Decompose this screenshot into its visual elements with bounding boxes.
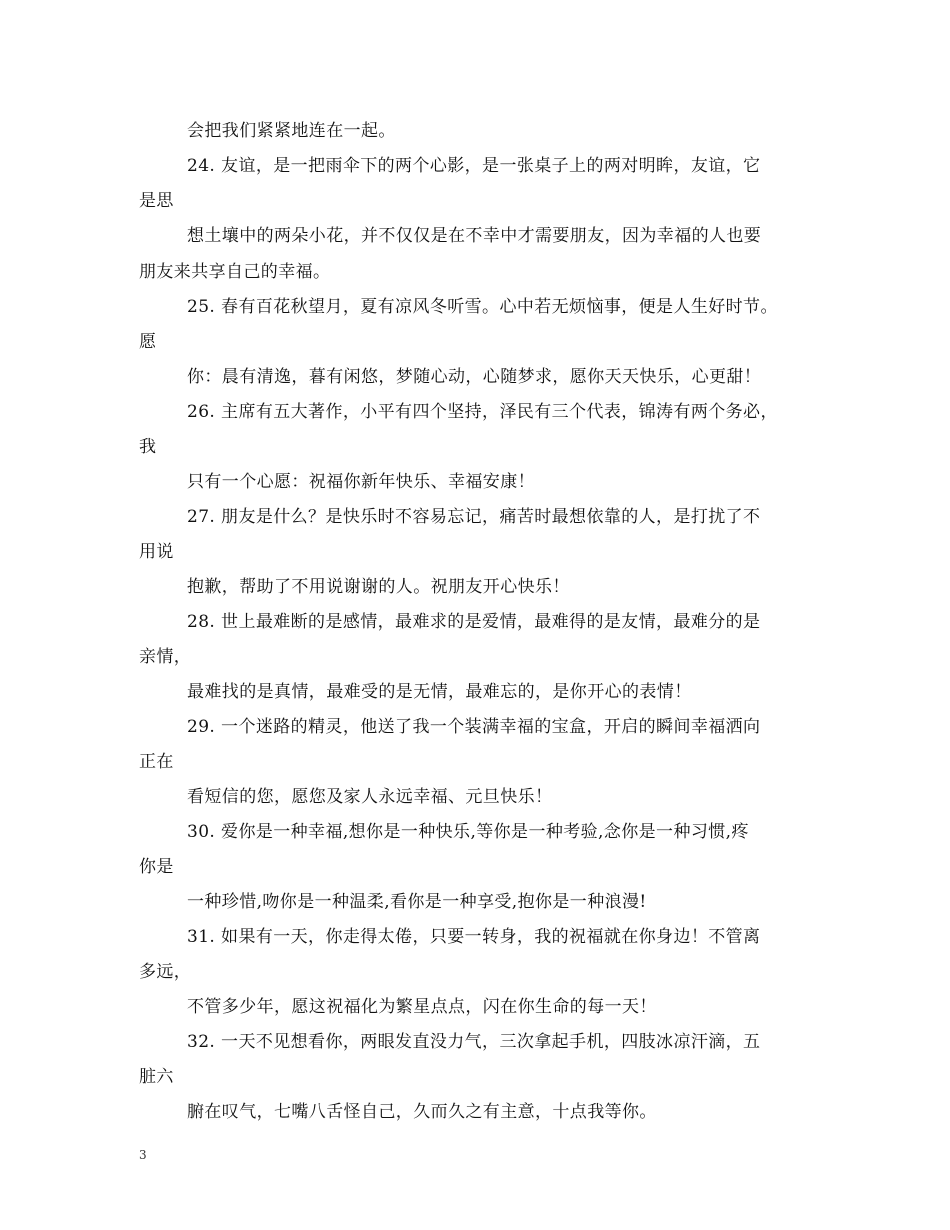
text-line: 你是	[139, 857, 174, 877]
text-line: 一种珍惜,吻你是一种温柔,看你是一种享受,抱你是一种浪漫!	[187, 892, 647, 912]
text-line: 28. 世上最难断的是感情，最难求的是爱情，最难得的是友情，最难分的是	[187, 612, 761, 632]
text-line: 想土壤中的两朵小花，并不仅仅是在不幸中才需要朋友，因为幸福的人也要	[187, 226, 762, 246]
text-line: 抱歉，帮助了不用说谢谢的人。祝朋友开心快乐！	[187, 577, 570, 597]
text-line: 用说	[139, 542, 174, 562]
text-line: 31. 如果有一天，你走得太倦，只要一转身，我的祝福就在你身边！不管离	[187, 927, 761, 947]
text-line: 腑在叹气，七嘴八舌怪自己，久而久之有主意，十点我等你。	[187, 1102, 657, 1122]
text-line: 亲情，	[139, 647, 192, 667]
text-line: 29. 一个迷路的精灵，他送了我一个装满幸福的宝盒，开启的瞬间幸福洒向	[187, 717, 761, 737]
text-line: 32. 一天不见想看你，两眼发直没力气，三次拿起手机，四肢冰凉汗滴，五	[187, 1032, 761, 1052]
text-line: 会把我们紧紧地连在一起。	[187, 121, 396, 141]
text-line: 只有一个心愿：祝福你新年快乐、幸福安康！	[187, 472, 535, 492]
text-line: 正在	[139, 752, 174, 772]
text-line: 25. 春有百花秋望月，夏有凉风冬听雪。心中若无烦恼事，便是人生好时节。	[187, 297, 778, 317]
text-line: 不管多少年，愿这祝福化为繁星点点，闪在你生命的每一天！	[187, 997, 657, 1017]
text-line: 26. 主席有五大著作，小平有四个坚持，泽民有三个代表，锦涛有两个务必，	[187, 402, 778, 422]
text-line: 最难找的是真情，最难受的是无情，最难忘的，是你开心的表情！	[187, 682, 692, 702]
text-line: 30. 爱你是一种幸福,想你是一种快乐,等你是一种考验,念你是一种习惯,疼	[187, 822, 749, 842]
page-number: 3	[139, 1148, 147, 1162]
text-line: 脏六	[139, 1067, 174, 1087]
text-line: 朋友来共享自己的幸福。	[139, 262, 331, 282]
text-line: 24. 友谊，是一把雨伞下的两个心影，是一张桌子上的两对明眸，友谊，它	[187, 156, 761, 176]
text-line: 多远，	[139, 962, 192, 982]
text-line: 我	[139, 437, 157, 457]
text-line: 27. 朋友是什么？是快乐时不容易忘记，痛苦时最想依靠的人，是打扰了不	[187, 507, 761, 527]
text-line: 看短信的您，愿您及家人永远幸福、元旦快乐！	[187, 787, 553, 807]
text-line: 你：晨有清逸，暮有闲悠，梦随心动，心随梦求，愿你天天快乐，心更甜！	[187, 367, 762, 387]
text-line: 是思	[139, 191, 174, 211]
text-line: 愿	[139, 332, 157, 352]
